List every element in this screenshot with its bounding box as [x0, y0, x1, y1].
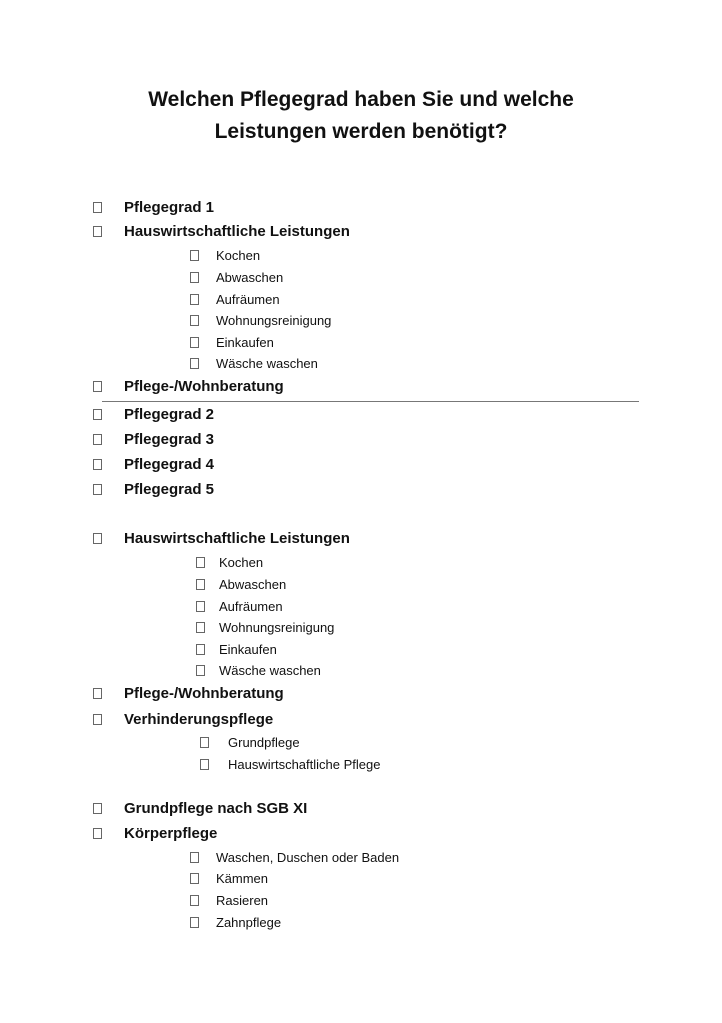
checkbox[interactable] [190, 272, 199, 283]
checkbox-label: Pflegegrad 5 [124, 480, 215, 498]
checkbox[interactable] [200, 737, 209, 748]
checkbox[interactable] [196, 665, 205, 676]
checkbox[interactable] [196, 557, 205, 568]
checkbox[interactable] [196, 601, 205, 612]
checkbox-label: Wäsche waschen [216, 355, 318, 371]
checkbox-label: Pflege-/Wohnberatung [124, 684, 284, 702]
checkbox[interactable] [190, 895, 199, 906]
checkbox[interactable] [190, 917, 199, 928]
checkbox[interactable] [196, 644, 205, 655]
checkbox-label: Körperpflege [124, 824, 218, 842]
page-title [0, 84, 722, 148]
checkbox[interactable] [93, 409, 102, 420]
checkbox[interactable] [190, 250, 199, 261]
checkbox[interactable] [93, 714, 102, 725]
checkbox-label: Pflegegrad 3 [124, 430, 215, 448]
checkbox[interactable] [190, 294, 199, 305]
checkbox[interactable] [93, 434, 102, 445]
checkbox-label: Waschen, Duschen oder Baden [216, 849, 400, 865]
checkbox[interactable] [93, 226, 102, 237]
checkbox[interactable] [93, 459, 102, 470]
checkbox-label: Aufräumen [216, 291, 280, 307]
checkbox-label: Pflegegrad 1 [124, 198, 215, 216]
checkbox-label: Kochen [219, 554, 264, 570]
checkbox[interactable] [93, 803, 102, 814]
checkbox[interactable] [93, 533, 102, 544]
section-divider [102, 401, 639, 402]
checkbox-label: Einkaufen [219, 641, 277, 657]
checkbox-label: Zahnpflege [216, 914, 282, 930]
checkbox[interactable] [93, 484, 102, 495]
checkbox-label: Abwaschen [216, 269, 284, 285]
checkbox[interactable] [93, 202, 102, 213]
checkbox-label: Pflege-/Wohnberatung [124, 377, 284, 395]
checkbox-label: Abwaschen [219, 576, 287, 592]
checkbox-label: Grundpflege nach SGB XI [124, 799, 308, 817]
checkbox[interactable] [93, 381, 102, 392]
title-line-2: Leistungen werden benötigt? [214, 120, 508, 143]
checkbox-label: Pflegegrad 2 [124, 405, 215, 423]
checkbox-label: Einkaufen [216, 334, 274, 350]
checkbox[interactable] [190, 852, 199, 863]
checkbox-label: Wäsche waschen [219, 662, 321, 678]
checkbox[interactable] [196, 622, 205, 633]
checkbox-label: Rasieren [216, 892, 269, 908]
title-line-1: Welchen Pflegegrad haben Sie und welche [148, 88, 574, 111]
checkbox-label: Kochen [216, 247, 261, 263]
checkbox-label: Grundpflege [228, 734, 300, 750]
checkbox[interactable] [190, 315, 199, 326]
checkbox-label: Wohnungsreinigung [219, 619, 335, 635]
checkbox[interactable] [190, 873, 199, 884]
checkbox-label: Pflegegrad 4 [124, 455, 215, 473]
checkbox-label: Kämmen [216, 870, 269, 886]
checkbox[interactable] [93, 828, 102, 839]
checkbox[interactable] [200, 759, 209, 770]
checkbox-label: Hauswirtschaftliche Leistungen [124, 529, 350, 547]
checkbox-label: Aufräumen [219, 598, 283, 614]
checkbox-label: Hauswirtschaftliche Leistungen [124, 222, 350, 240]
checkbox-label: Verhinderungspflege [124, 710, 274, 728]
checkbox-label: Wohnungsreinigung [216, 312, 332, 328]
checkbox[interactable] [190, 337, 199, 348]
checkbox-label: Hauswirtschaftliche Pflege [228, 756, 381, 772]
checkbox[interactable] [93, 688, 102, 699]
checkbox[interactable] [190, 358, 199, 369]
checkbox[interactable] [196, 579, 205, 590]
